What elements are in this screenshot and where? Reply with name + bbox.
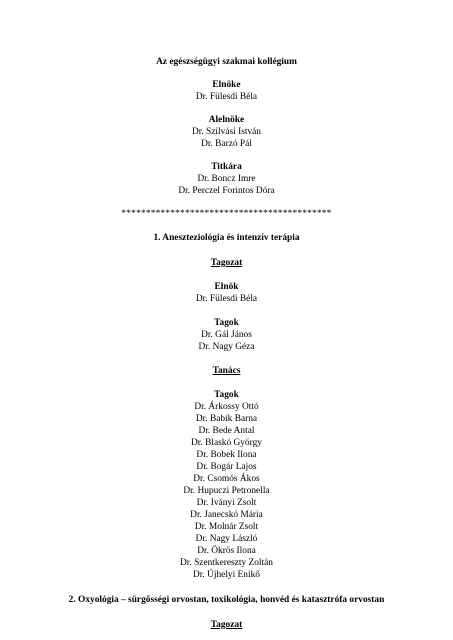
secretary-name: Dr. Perczel Forintos Dóra [178,186,275,196]
council-member: Dr. Bobek Ilona [196,450,257,460]
vice-president-name: Dr. Szilvási István [191,127,261,137]
section1-member: Dr. Gál János [201,330,252,340]
council-member: Dr. Babik Barna [195,414,258,424]
section1-council-members-heading: Tagok [214,390,239,400]
section2-tagozat-heading: Tagozat [210,620,243,630]
section2-title: 2. Oxyológia – sürgősségi orvostan, toxikológia, honvéd és katasztrófa orvostan [68,595,385,605]
council-member: Dr. Újhelyi Enikő [193,570,260,580]
secretary-name: Dr. Boncz Imre [197,174,256,184]
section1-tagozat-heading: Tagozat [210,258,243,268]
council-member: Dr. Iványi Zsolt [196,498,257,508]
section1-members-heading: Tagok [214,318,239,328]
section1-chair-name: Dr. Fülesdi Béla [195,294,258,304]
separator-line: ******************************************* [121,209,332,219]
section1-title: 1. Aneszteziológia és intenzív terápia [153,233,300,243]
council-member: Dr. Molnár Zsolt [194,522,259,532]
council-member: Dr. Hupuczi Petronella [183,486,270,496]
council-member: Dr. Nagy László [195,534,258,544]
council-member: Dr. Csomós Ákos [193,474,260,484]
section1-member: Dr. Nagy Géza [198,342,255,352]
council-member: Dr. Bogár Lajos [196,462,257,472]
vice-president-name: Dr. Barzó Pál [201,139,252,149]
council-member: Dr. Blaskó György [191,438,262,448]
vice-president-heading: Alelnöke [208,115,245,125]
secretary-heading: Titkára [211,162,242,172]
college-title: Az egészségügyi szakmai kollégium [156,57,297,67]
president-heading: Elnöke [212,80,241,90]
section1-council-heading: Tanács [212,366,241,376]
president-name: Dr. Fülesdi Béla [195,92,258,102]
council-member: Dr. Bede Antal [198,426,255,436]
council-member: Dr. Ökrös Ilona [197,546,256,556]
council-member: Dr. Árkossy Ottó [194,402,259,412]
section1-chair-heading: Elnök [214,282,239,292]
council-member: Dr. Szentkereszty Zoltán [180,558,273,568]
council-member: Dr. Janecskó Mária [190,510,263,520]
